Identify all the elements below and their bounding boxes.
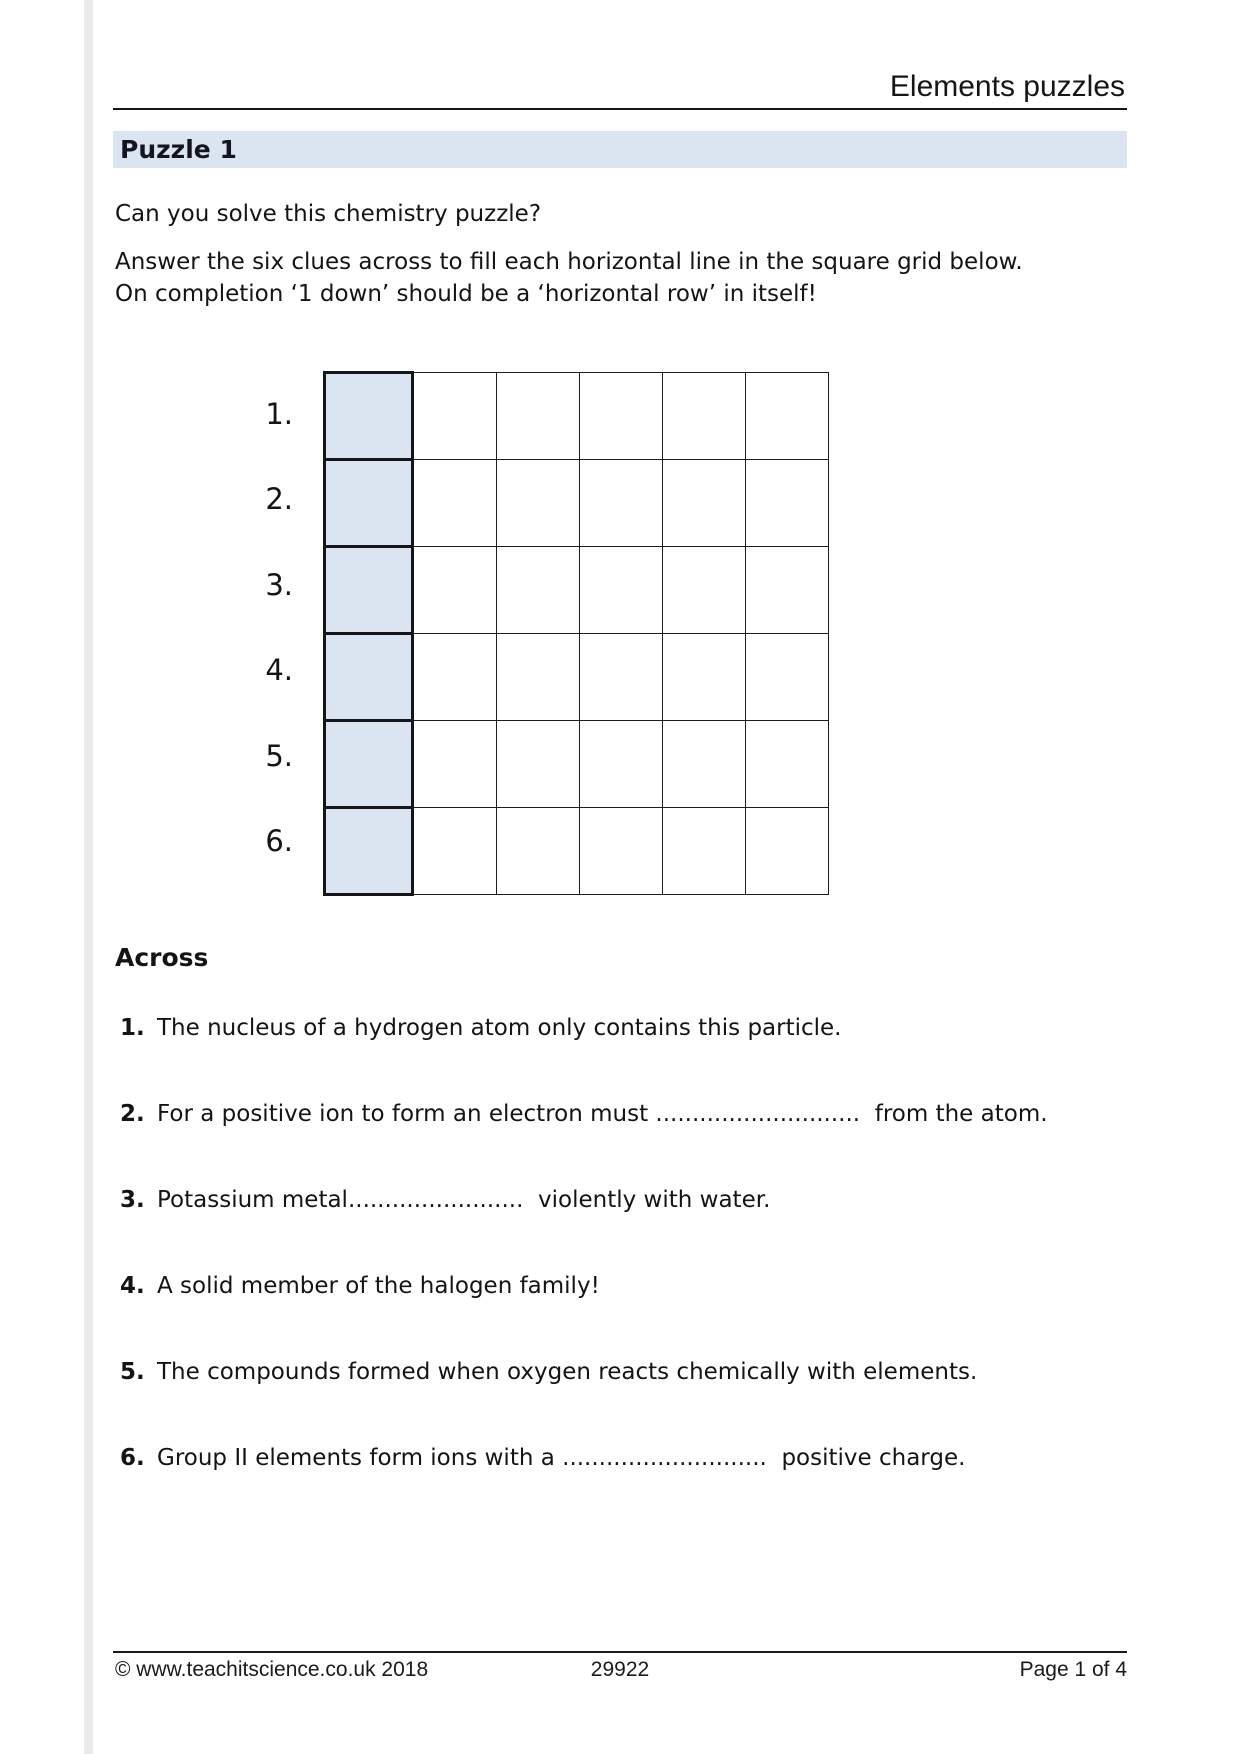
grid-row-label: 5. bbox=[265, 738, 293, 773]
intro-instruction-line1: Answer the six clues across to fill each horizontal line in the square grid below. bbox=[115, 249, 1023, 275]
section-title: Puzzle 1 bbox=[120, 135, 237, 164]
grid-cell bbox=[746, 721, 829, 808]
grid-row bbox=[325, 808, 829, 895]
grid-cell bbox=[663, 547, 746, 634]
grid-row bbox=[325, 373, 829, 460]
intro-instruction-line2: On completion ‘1 down’ should be a ‘horizontal row’ in itself! bbox=[115, 281, 817, 307]
clue-number: 6. bbox=[120, 1445, 145, 1471]
grid-cell-shaded bbox=[325, 634, 413, 721]
clue-item bbox=[120, 1184, 1120, 1217]
footer-copyright: © www.teachitscience.co.uk 2018 bbox=[115, 1658, 429, 1681]
grid-row bbox=[325, 721, 829, 808]
puzzle-grid bbox=[323, 371, 829, 896]
grid-row bbox=[325, 547, 829, 634]
clue-text: For a positive ion to form an electron must ............................ from the atom. bbox=[157, 1101, 1048, 1127]
grid-cell bbox=[580, 808, 663, 895]
clue-number: 3. bbox=[120, 1187, 145, 1213]
grid-cell bbox=[580, 547, 663, 634]
grid-cell bbox=[413, 634, 497, 721]
clue-number: 2. bbox=[120, 1101, 145, 1127]
intro-question: Can you solve this chemistry puzzle? bbox=[115, 201, 542, 227]
puzzle-grid-zone bbox=[113, 371, 829, 896]
grid-cell bbox=[746, 373, 829, 460]
grid-cell-shaded bbox=[325, 460, 413, 547]
grid-row bbox=[325, 460, 829, 547]
grid-row-labels bbox=[113, 371, 323, 884]
grid-row-label: 4. bbox=[265, 653, 293, 688]
grid-cell bbox=[413, 373, 497, 460]
clue-item bbox=[120, 1012, 1120, 1045]
footer-page-number: Page 1 of 4 bbox=[1019, 1658, 1127, 1681]
clue-number: 4. bbox=[120, 1273, 145, 1299]
clue-text: A solid member of the halogen family! bbox=[157, 1273, 600, 1299]
clues-list bbox=[120, 1012, 1120, 1528]
puzzle-grid-body bbox=[325, 373, 829, 895]
grid-cell bbox=[746, 460, 829, 547]
page-footer bbox=[113, 1658, 1127, 1686]
grid-cell bbox=[497, 373, 580, 460]
grid-cell-shaded bbox=[325, 721, 413, 808]
grid-cell bbox=[746, 634, 829, 721]
clue-item bbox=[120, 1098, 1120, 1131]
grid-cell bbox=[497, 547, 580, 634]
grid-cell bbox=[746, 547, 829, 634]
section-title-bar bbox=[113, 131, 1127, 168]
grid-cell bbox=[413, 721, 497, 808]
clue-number: 5. bbox=[120, 1359, 145, 1385]
grid-row-label: 3. bbox=[265, 567, 293, 602]
grid-cell bbox=[663, 721, 746, 808]
grid-cell-shaded bbox=[325, 547, 413, 634]
grid-cell bbox=[663, 460, 746, 547]
grid-cell bbox=[413, 808, 497, 895]
grid-cell bbox=[497, 634, 580, 721]
page-edge-shadow bbox=[84, 0, 93, 1754]
grid-cell bbox=[497, 808, 580, 895]
clue-text: The nucleus of a hydrogen atom only contains this particle. bbox=[157, 1015, 842, 1041]
grid-cell bbox=[580, 634, 663, 721]
header-divider bbox=[113, 108, 1127, 110]
document-page bbox=[113, 0, 1127, 1754]
grid-row-label: 6. bbox=[265, 824, 293, 859]
grid-cell bbox=[663, 634, 746, 721]
grid-cell bbox=[663, 373, 746, 460]
grid-cell-shaded bbox=[325, 808, 413, 895]
clues-heading: Across bbox=[115, 943, 209, 972]
clue-text: The compounds formed when oxygen reacts chemically with elements. bbox=[157, 1359, 978, 1385]
grid-row-label: 2. bbox=[265, 482, 293, 517]
grid-row bbox=[325, 634, 829, 721]
clue-item bbox=[120, 1442, 1120, 1475]
clue-item bbox=[120, 1356, 1120, 1389]
clue-text: Group II elements form ions with a ............................ positive charge. bbox=[157, 1445, 966, 1471]
clue-number: 1. bbox=[120, 1015, 145, 1041]
grid-cell bbox=[580, 460, 663, 547]
grid-cell bbox=[663, 808, 746, 895]
grid-cell-shaded bbox=[325, 373, 413, 460]
grid-cell bbox=[497, 721, 580, 808]
grid-cell bbox=[580, 373, 663, 460]
grid-row-label: 1. bbox=[265, 396, 293, 431]
grid-cell bbox=[580, 721, 663, 808]
grid-cell bbox=[497, 460, 580, 547]
footer-divider bbox=[113, 1651, 1127, 1653]
clue-text: Potassium metal........................ violently with water. bbox=[157, 1187, 771, 1213]
clue-item bbox=[120, 1270, 1120, 1303]
document-header-title: Elements puzzles bbox=[889, 70, 1125, 103]
grid-cell bbox=[413, 547, 497, 634]
grid-cell bbox=[413, 460, 497, 547]
footer-document-id: 29922 bbox=[590, 1658, 650, 1681]
grid-cell bbox=[746, 808, 829, 895]
